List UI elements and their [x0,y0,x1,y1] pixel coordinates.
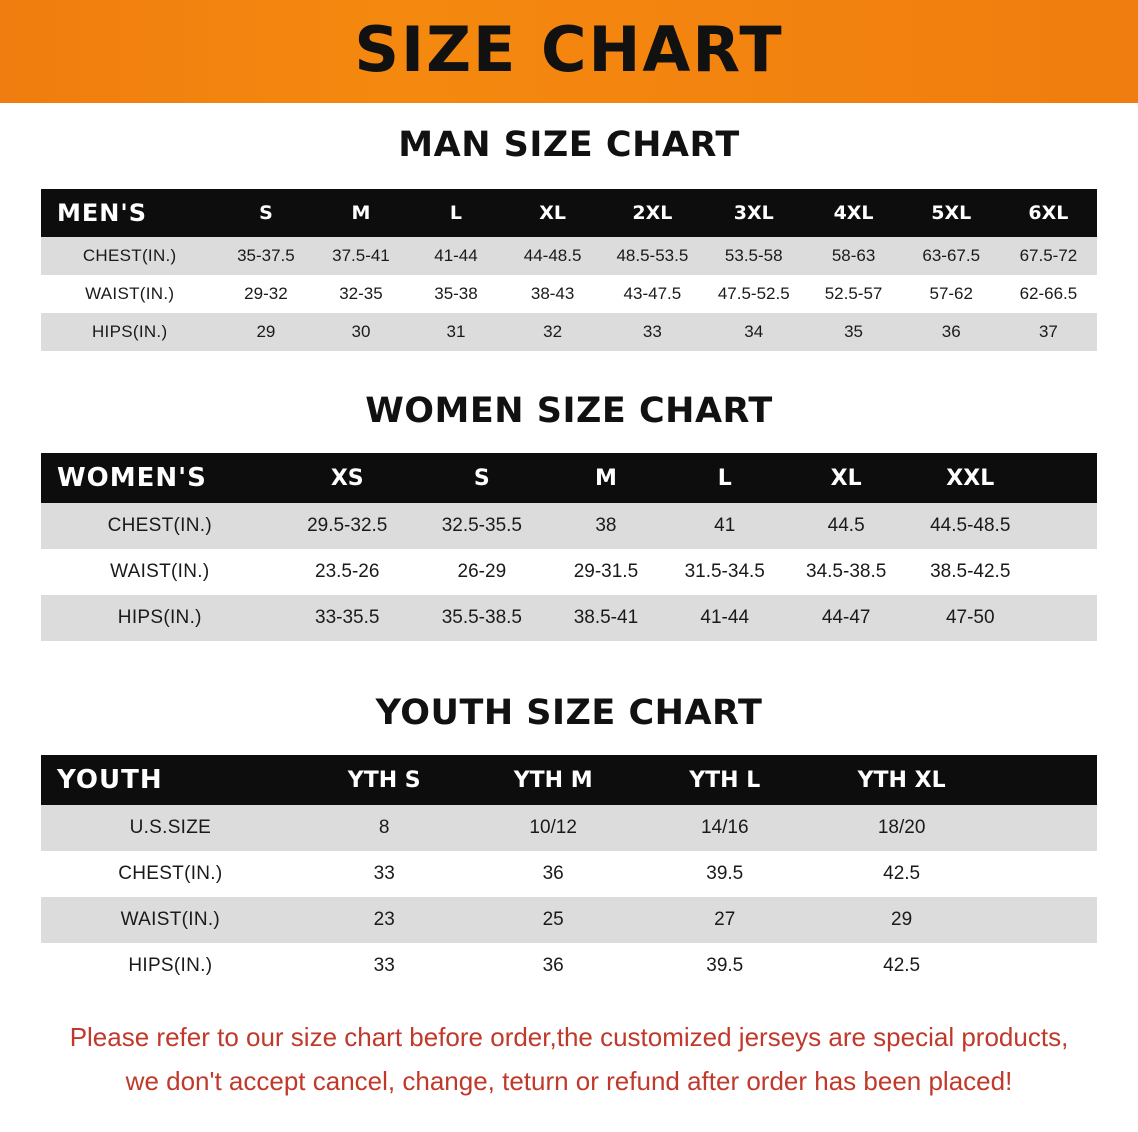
table-row [41,943,1097,989]
man-row-label: HIPS(IN.) [41,313,218,351]
banner [0,0,1138,103]
table-row [41,503,1097,549]
man-col-header: XL [504,189,602,237]
women-cell: 33-35.5 [279,595,416,641]
man-cell: 37.5-41 [313,237,408,275]
youth-row-label-header: YOUTH [41,755,300,805]
man-cell: 67.5-72 [1000,237,1097,275]
youth-spacer-cell [991,851,1097,897]
man-cell: 32-35 [313,275,408,313]
table-header-row [41,453,1097,503]
women-cell: 41-44 [664,595,785,641]
man-col-header: S [218,189,313,237]
women-col-header: S [416,453,548,503]
women-spacer-cell [1034,503,1097,549]
youth-cell: 14/16 [638,805,812,851]
youth-table-body [41,805,1097,989]
youth-cell: 10/12 [469,805,638,851]
man-col-header: 4XL [804,189,902,237]
man-cell: 38-43 [504,275,602,313]
youth-cell: 33 [300,943,469,989]
youth-spacer-header [991,755,1097,805]
table-row [41,275,1097,313]
women-cell: 38.5-42.5 [907,549,1034,595]
youth-cell: 8 [300,805,469,851]
women-cell: 44.5-48.5 [907,503,1034,549]
man-col-header: L [408,189,503,237]
youth-size-table-wrap [41,755,1097,989]
man-table-header [41,189,1097,237]
man-cell: 62-66.5 [1000,275,1097,313]
women-table-body [41,503,1097,641]
women-cell: 34.5-38.5 [785,549,906,595]
women-cell: 44-47 [785,595,906,641]
youth-cell: 42.5 [812,943,992,989]
man-size-table [41,189,1097,351]
women-spacer-cell [1034,595,1097,641]
man-cell: 32 [504,313,602,351]
youth-row-label: HIPS(IN.) [41,943,300,989]
women-cell: 31.5-34.5 [664,549,785,595]
youth-cell: 39.5 [638,851,812,897]
youth-cell: 42.5 [812,851,992,897]
youth-col-header: YTH S [300,755,469,805]
man-cell: 35-37.5 [218,237,313,275]
banner-title: SIZE CHART [354,12,784,86]
women-cell: 23.5-26 [279,549,416,595]
table-row [41,805,1097,851]
disclaimer-note [40,1015,1098,1103]
youth-table-header [41,755,1097,805]
table-row [41,595,1097,641]
women-col-header: L [664,453,785,503]
disclaimer-line-2: we don't accept cancel, change, teturn or refund after order has been placed! [125,1066,1013,1097]
man-cell: 52.5-57 [804,275,902,313]
man-row-label: WAIST(IN.) [41,275,218,313]
man-cell: 41-44 [408,237,503,275]
women-cell: 29.5-32.5 [279,503,416,549]
disclaimer-line-1: Please refer to our size chart before order,the customized jerseys are special products, [69,1022,1069,1052]
women-row-label: HIPS(IN.) [41,595,279,641]
man-cell: 30 [313,313,408,351]
man-col-header: M [313,189,408,237]
women-cell: 38.5-41 [548,595,664,641]
women-cell: 38 [548,503,664,549]
women-spacer-header [1034,453,1097,503]
table-header-row [41,189,1097,237]
women-cell: 32.5-35.5 [416,503,548,549]
youth-row-label: CHEST(IN.) [41,851,300,897]
man-cell: 31 [408,313,503,351]
man-col-header: 6XL [1000,189,1097,237]
youth-section-heading: YOUTH SIZE CHART [375,693,763,733]
youth-size-table [41,755,1097,989]
man-row-label-header: MEN'S [41,189,218,237]
youth-row-label: U.S.SIZE [41,805,300,851]
youth-spacer-cell [991,897,1097,943]
table-row [41,237,1097,275]
man-col-header: 3XL [703,189,804,237]
man-cell: 34 [703,313,804,351]
man-cell: 58-63 [804,237,902,275]
table-row [41,851,1097,897]
women-col-header: XS [279,453,416,503]
youth-row-label: WAIST(IN.) [41,897,300,943]
man-cell: 53.5-58 [703,237,804,275]
man-section-heading: MAN SIZE CHART [398,125,740,165]
women-row-label: WAIST(IN.) [41,549,279,595]
table-row [41,549,1097,595]
women-table-header [41,453,1097,503]
youth-cell: 39.5 [638,943,812,989]
youth-cell: 29 [812,897,992,943]
women-cell: 35.5-38.5 [416,595,548,641]
youth-cell: 36 [469,943,638,989]
youth-cell: 25 [469,897,638,943]
man-cell: 48.5-53.5 [602,237,703,275]
women-col-header: XL [785,453,906,503]
man-cell: 29-32 [218,275,313,313]
man-col-header: 5XL [903,189,1000,237]
table-row [41,313,1097,351]
man-table-body [41,237,1097,351]
youth-cell: 18/20 [812,805,992,851]
youth-col-header: YTH XL [812,755,992,805]
man-cell: 29 [218,313,313,351]
man-cell: 33 [602,313,703,351]
youth-cell: 23 [300,897,469,943]
youth-cell: 27 [638,897,812,943]
man-cell: 47.5-52.5 [703,275,804,313]
man-cell: 37 [1000,313,1097,351]
man-cell: 35-38 [408,275,503,313]
women-col-header: XXL [907,453,1034,503]
women-cell: 47-50 [907,595,1034,641]
youth-spacer-cell [991,805,1097,851]
women-cell: 26-29 [416,549,548,595]
man-cell: 35 [804,313,902,351]
women-row-label-header: WOMEN'S [41,453,279,503]
man-size-table-wrap [41,189,1097,351]
man-cell: 43-47.5 [602,275,703,313]
man-cell: 36 [903,313,1000,351]
women-size-table-wrap [41,453,1097,641]
man-col-header: 2XL [602,189,703,237]
women-spacer-cell [1034,549,1097,595]
women-cell: 29-31.5 [548,549,664,595]
youth-spacer-cell [991,943,1097,989]
man-cell: 44-48.5 [504,237,602,275]
man-row-label: CHEST(IN.) [41,237,218,275]
women-section-heading: WOMEN SIZE CHART [365,391,773,431]
women-row-label: CHEST(IN.) [41,503,279,549]
man-cell: 57-62 [903,275,1000,313]
table-row [41,897,1097,943]
youth-col-header: YTH L [638,755,812,805]
man-cell: 63-67.5 [903,237,1000,275]
youth-cell: 33 [300,851,469,897]
youth-cell: 36 [469,851,638,897]
women-cell: 44.5 [785,503,906,549]
women-size-table [41,453,1097,641]
youth-col-header: YTH M [469,755,638,805]
women-cell: 41 [664,503,785,549]
women-col-header: M [548,453,664,503]
table-header-row [41,755,1097,805]
